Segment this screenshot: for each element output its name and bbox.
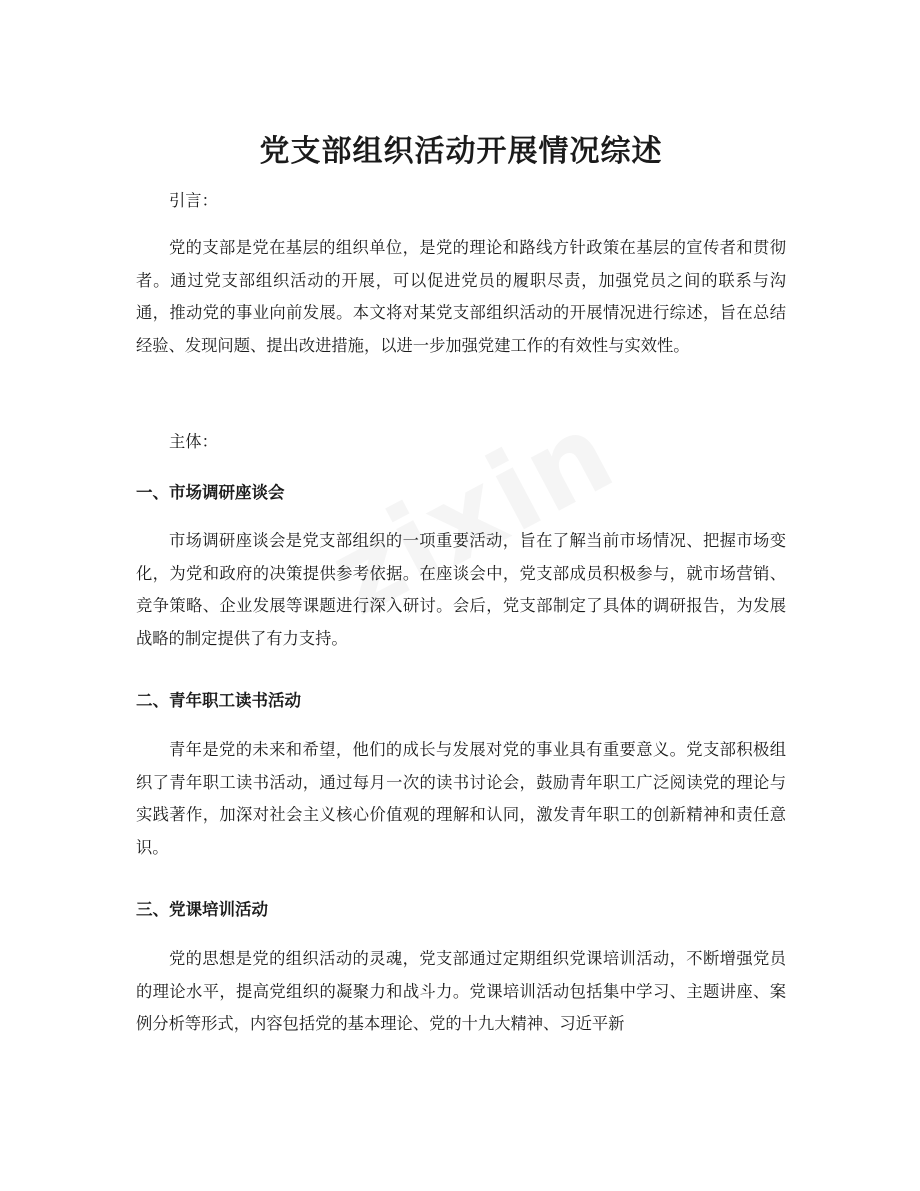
intro-label: 引言： bbox=[169, 191, 218, 210]
document-title: 党支部组织活动开展情况综述 bbox=[259, 134, 663, 170]
section-paragraph-2: 青年是党的未来和希望，他们的成长与发展对党的事业具有重要意义。党支部积极组织了青年职工读书活动，通过每月一次的读书讨论会，鼓励青年职工广泛阅读党的理论与实践著作，加深对社会主义核心价值观的理解和认同，激发青年职工的创新精神和责任意识。 bbox=[136, 740, 786, 857]
section-heading-2: 二、青年职工读书活动 bbox=[136, 691, 301, 710]
body-label: 主体： bbox=[169, 432, 218, 451]
section-heading-1: 一、市场调研座谈会 bbox=[136, 483, 285, 502]
section-paragraph-3: 党的思想是党的组织活动的灵魂，党支部通过定期组织党课培训活动，不断增强党员的理论水平，提高党组织的凝聚力和战斗力。党课培训活动包括集中学习、主题讲座、案例分析等形式，内容包括党的基本理论、党的十九大精神、习近平新 bbox=[136, 949, 786, 1033]
section-paragraph-1: 市场调研座谈会是党支部组织的一项重要活动，旨在了解当前市场情况、把握市场变化，为党和政府的决策提供参考依据。在座谈会中，党支部成员积极参与，就市场营销、竞争策略、企业发展等课题进行深入研讨。会后，党支部制定了具体的调研报告，为发展战略的制定提供了有力支持。 bbox=[136, 531, 786, 648]
section-heading-3: 三、党课培训活动 bbox=[136, 900, 268, 919]
intro-paragraph: 党的支部是党在基层的组织单位，是党的理论和路线方针政策在基层的宣传者和贯彻者。通过党支部组织活动的开展，可以促进党员的履职尽责，加强党员之间的联系与沟通，推动党的事业向前发展。本文将对某党支部组织活动的开展情况进行综述，旨在总结经验、发现问题、提出改进措施，以进一步加强党建工作的有效性与实效性。 bbox=[136, 238, 786, 355]
